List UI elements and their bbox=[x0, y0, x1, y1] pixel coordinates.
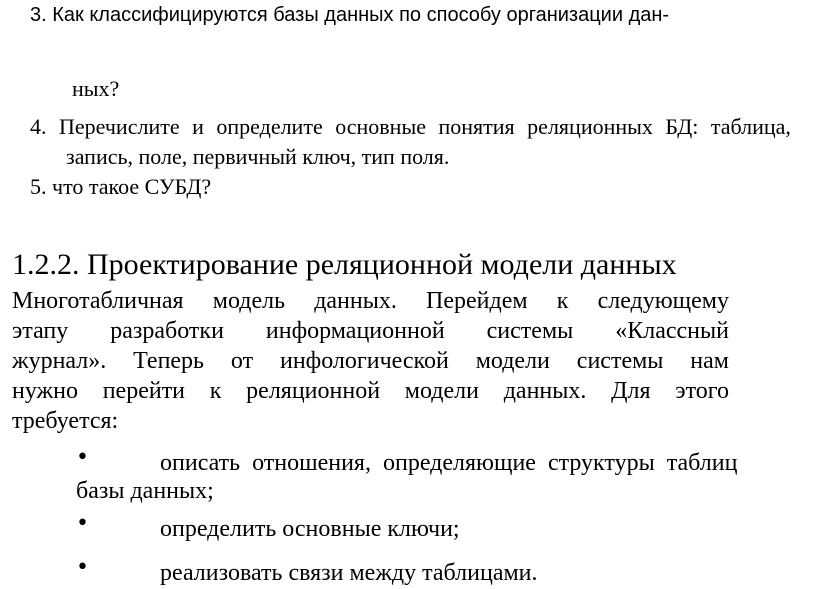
question-5: 5. что такое СУБД? bbox=[30, 174, 212, 199]
paragraph-line: Многотабличная модель данных. Перейдем к следующему bbox=[12, 288, 729, 314]
bullet-text-3: реализовать связи между таблицами. bbox=[160, 560, 538, 586]
question-3-line-2: ных? bbox=[72, 76, 120, 101]
question-4-line-2: запись, поле, первичный ключ, тип поля. bbox=[66, 144, 450, 169]
paragraph-line: нужно перейти к реляционной модели данных. Для этого bbox=[12, 378, 729, 404]
paragraph-line: этапу разработки информационной системы «Классный bbox=[12, 318, 729, 344]
bullet-icon: • bbox=[76, 511, 89, 536]
question-4-line-1: 4. Перечислите и определите основные понятия реляционных БД: таблица, bbox=[30, 114, 791, 139]
paragraph-line: требуется: bbox=[12, 408, 119, 434]
bullet-text-1-continued: базы данных; bbox=[76, 478, 214, 504]
bullet-text-1: описать отношения, определяющие структуры таблиц bbox=[160, 450, 738, 476]
bullet-icon: • bbox=[76, 555, 89, 580]
bullet-text-2: определить основные ключи; bbox=[160, 516, 460, 542]
paragraph-line: журнал». Теперь от инфологической модели системы нам bbox=[12, 348, 729, 374]
section-paragraph bbox=[12, 286, 729, 436]
question-3-line-1: 3. Как классифицируются базы данных по способу организации дан- bbox=[30, 4, 670, 26]
bullet-icon: • bbox=[76, 445, 89, 470]
section-heading: 1.2.2. Проектирование реляционной модели данных bbox=[12, 248, 677, 281]
